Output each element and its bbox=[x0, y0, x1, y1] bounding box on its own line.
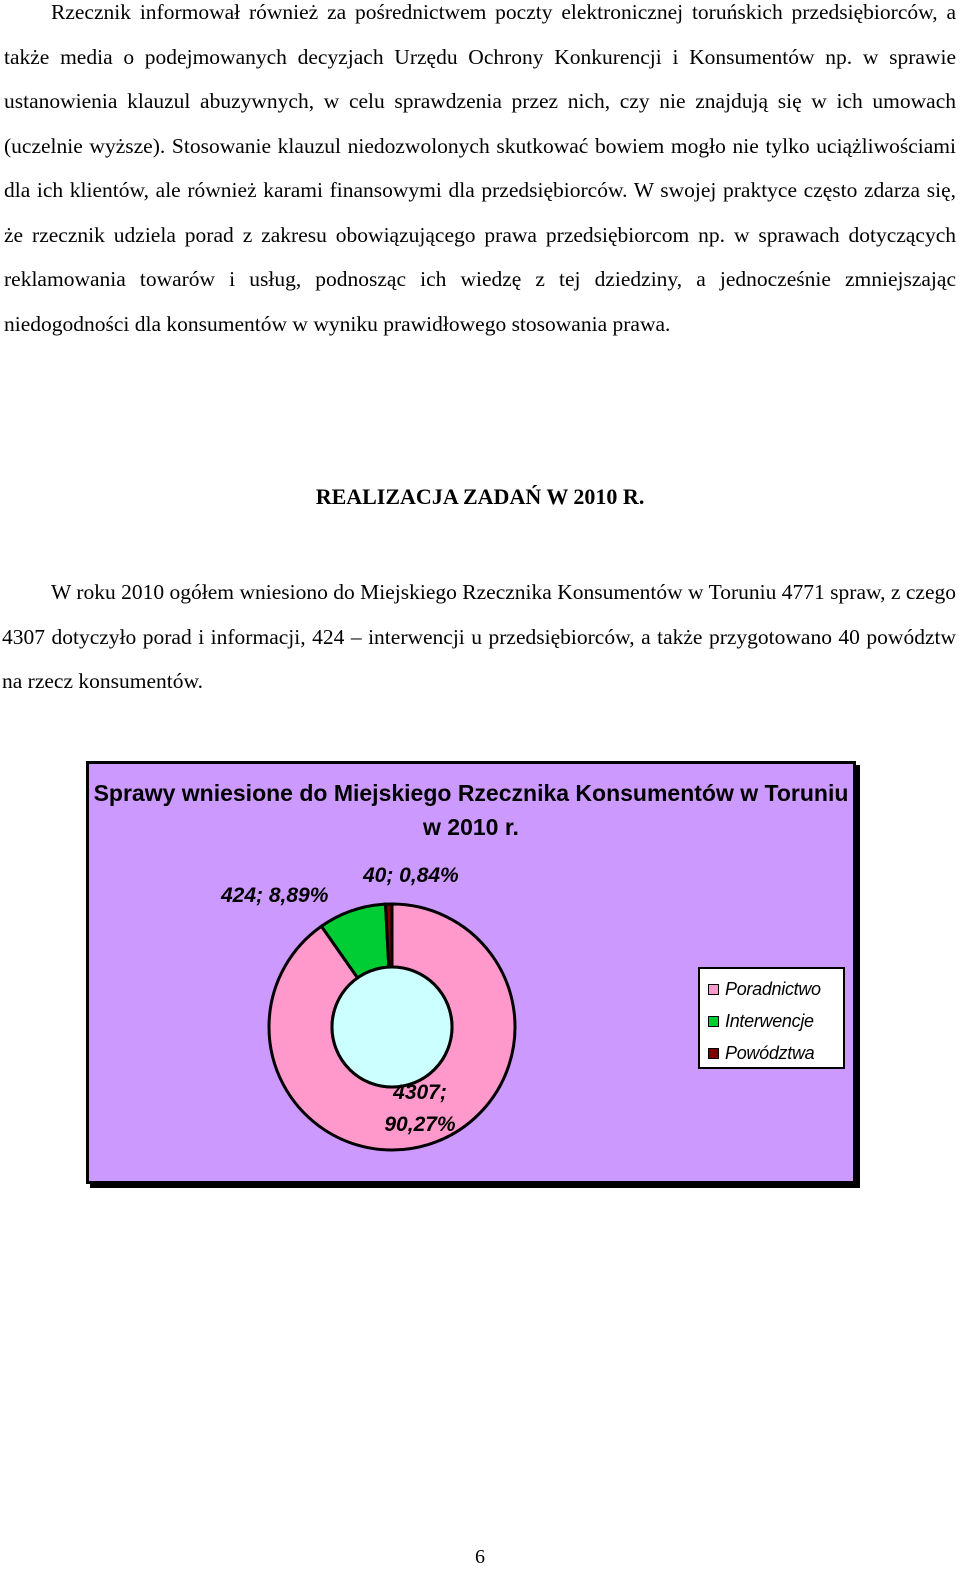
section-heading: REALIZACJA ZADAŃ W 2010 R. bbox=[315, 484, 645, 509]
data-label-poradnictwo: 4307; 90,27% bbox=[384, 1081, 456, 1136]
intro-paragraph: Rzecznik informował również za pośrednictwem poczty elektronicznej toruńskich przedsiębiorców, a także media o podejmowanych decyzjach Urzędu Ochrony Konkurencji i Konsumentów np. w sprawie ustanowienia klauzul abuzywnych, w celu sprawdzenia przez nich, czy nie znajdują się w ich umowach (uczelnie wyższe). Stosowanie klauzul niedozwolonych skutkować bowiem mogło nie tylko uciążliwościami dla ich klientów, ale również karami finansowymi dla przedsiębiorców. W swojej praktyce często zdarza się, że rzecznik udziela porad z zakresu obowiązującego prawa przedsiębiorcom np. w sprawach dotyczących reklamowania towarów i usług, podnosząc ich wiedzę z tej dziedziny, a jednocześnie zmniejszając niedogodności dla konsumentów w wyniku prawidłowego stosowania prawa. bbox=[4, 0, 956, 336]
page-number: 6 bbox=[475, 1546, 485, 1568]
legend-item-powodztwa bbox=[700, 1037, 843, 1069]
legend-swatch-poradnictwo bbox=[708, 984, 719, 995]
legend-label-powodztwa: Powództwa bbox=[725, 1042, 815, 1063]
data-label-interwencje: 424; 8,89% bbox=[221, 884, 329, 907]
chart-title: Sprawy wniesione do Miejskiego Rzecznika Konsumentów w Toruniu w 2010 r. bbox=[93, 780, 849, 840]
legend-swatch-powodztwa bbox=[708, 1048, 719, 1059]
legend-label-interwencje: Interwencje bbox=[725, 1010, 814, 1031]
legend-label-poradnictwo: Poradnictwo bbox=[725, 978, 821, 999]
legend-item-poradnictwo bbox=[700, 973, 843, 1005]
legend-swatch-interwencje bbox=[708, 1016, 719, 1027]
donut-hole bbox=[332, 967, 452, 1087]
legend-item-interwencje bbox=[700, 1005, 843, 1037]
data-label-powodztwa: 40; 0,84% bbox=[363, 864, 459, 887]
chart-area bbox=[86, 761, 856, 1184]
summary-paragraph: W roku 2010 ogółem wniesiono do Miejskiego Rzecznika Konsumentów w Toruniu 4771 spraw, z czego 4307 dotyczyło porad i informacji, 424 – interwencji u przedsiębiorców, a także przygotowano 40 powództw na rzecz konsumentów. bbox=[2, 580, 956, 693]
chart-legend bbox=[698, 967, 845, 1069]
